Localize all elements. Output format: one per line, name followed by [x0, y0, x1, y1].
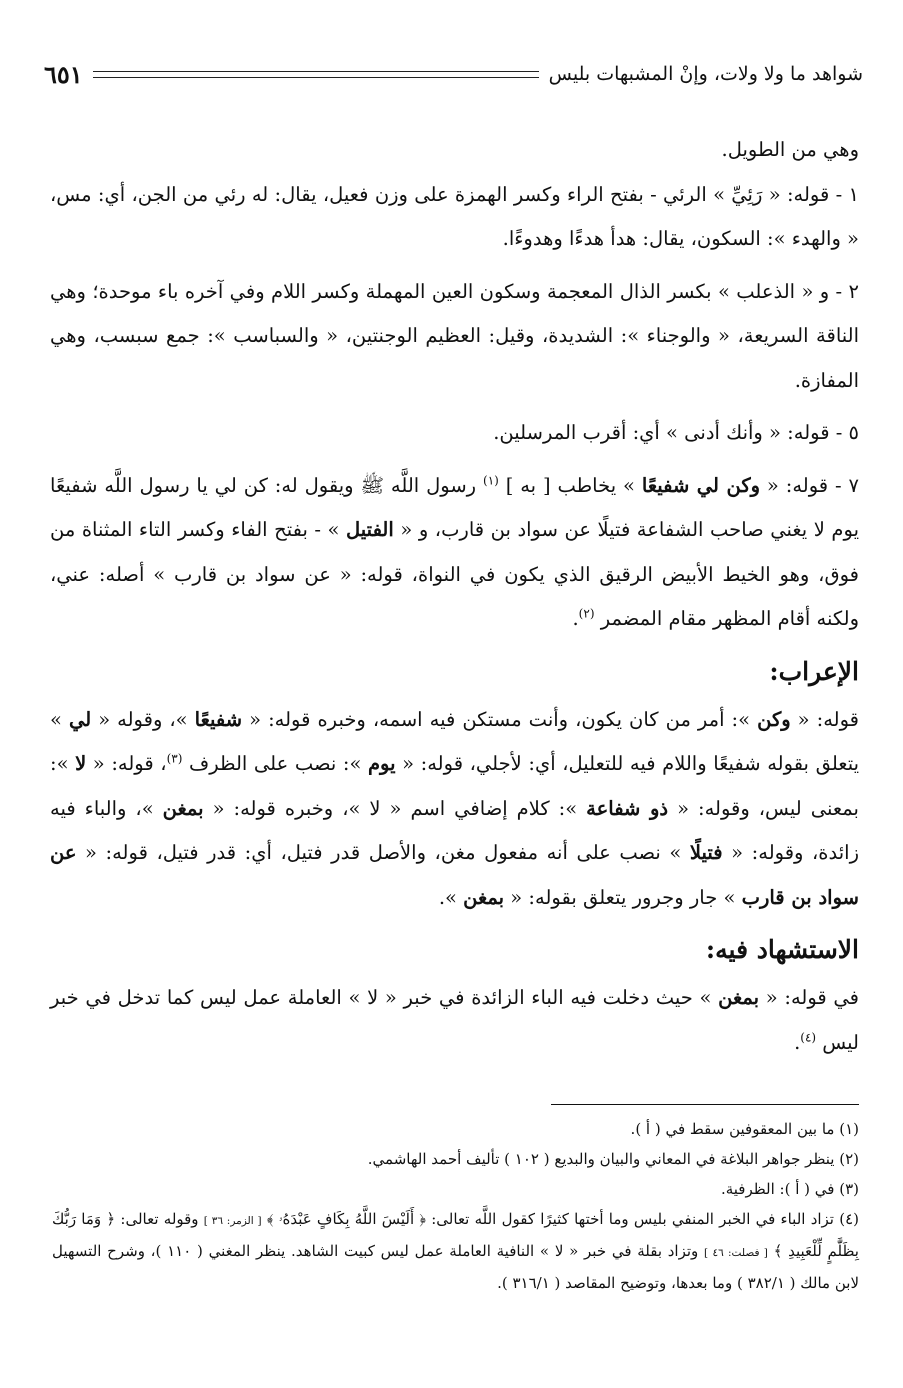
bold-term: فتيلًا [689, 841, 723, 864]
note-1: ١ - قوله: « رَئِيِّ » الرئي - بفتح الراء وكسر الهمزة على وزن فعيل، يقال: له رئي من الجن، أي: مس، « والهدء »: السكون، يقال: هدأ هدءًا وهدوءًا. [50, 182, 859, 250]
text: » يخاطب [ به ] [498, 473, 642, 497]
text: » نصب على أنه مفعول مغن، والأصل قدر فتيل، أي: قدر فتيل، قوله: « [76, 841, 690, 864]
page-number: ٦٥١ [44, 59, 83, 89]
text: ٧ - قوله: « [760, 473, 859, 497]
footnote-ref: (٣) [166, 751, 183, 766]
footnote-ref: (١) [483, 473, 499, 487]
bold-term: بمغن [162, 796, 204, 820]
bold-term: لي [68, 707, 92, 731]
note-5: ٥ - قوله: « وأنك أدنى » أي: أقرب المرسلين. [493, 421, 859, 444]
text: »، وقوله « [91, 707, 195, 731]
bold-term: الفتيل [346, 518, 394, 541]
text: »، والباء فيه زائدة، وقوله: « [50, 796, 860, 864]
bold-term: بمغن [463, 885, 505, 909]
footnotes [52, 1114, 859, 1298]
verse-reference: [ الزمر: ٣٦ ] [203, 1215, 262, 1227]
footnote-3: (٣) في ( أ ): الظرفية. [720, 1180, 859, 1198]
footnote-ref: (٢) [578, 606, 595, 621]
irab-paragraph [50, 698, 859, 921]
text: . [794, 1030, 801, 1054]
text: ، قوله: « [86, 752, 167, 775]
footnote-separator [551, 1104, 859, 1105]
header-rule [93, 71, 539, 78]
meter-line: وهي من الطويل. [721, 138, 859, 161]
text: » جار وجرور يتعلق بقوله: « [504, 885, 742, 909]
text: (٤) تزاد الباء في الخبر المنفي بليس وما أختها كثيرًا كقول اللَّه تعالى: ﴿ أَلَيْسَ اللَّهُ بِكَافٍ عَبْدَهُۥ ﴾ [261, 1210, 860, 1228]
bold-term: لا [75, 752, 87, 775]
istishhad-paragraph [50, 976, 859, 1065]
text: وتزاد بقلة في خبر « لا » النافية العاملة عمل ليس كبيت الشاهد. ينظر المغني ( ١١٠ )، وشرح التسهيل لابن مالك ( ٣٨٢/١ ) وما بعدها، وتوضيح المقاصد ( ٣١٦/١ ). [52, 1242, 859, 1292]
text: »: أمر من كان يكون، وأنت مستكن فيه اسمه، وخبره قوله: « [242, 707, 758, 731]
text: ». [438, 885, 464, 909]
text: »: كلام إضافي اسم « لا »، وخبره قوله: « [203, 796, 587, 820]
irab-heading: الإعراب: [769, 656, 859, 686]
bold-term: يوم [367, 752, 396, 775]
text: » - بفتح الفاء وكسر التاء المثناة من فوق، وهو الخيط الأبيض الرقيق الذي يكون في النواة، قوله: « عن سواد بن قارب » أصله: عني، ولكنه أقام المظهر مقام المضمر [50, 518, 859, 630]
running-title: شواهد ما ولا ولات، وإنْ المشبهات بليس [548, 63, 863, 85]
text: رسول اللَّه ﷺ ويقول له: كن لي يا رسول اللَّه شفيعًا يوم لا يغني صاحب الشفاعة فتيلًا عن سواد بن قارب، و « [50, 473, 859, 541]
bold-term: وكن لي شفيعًا [641, 473, 761, 497]
istishhad-heading: الاستشهاد فيه: [705, 935, 859, 964]
footnote-4 [52, 1204, 859, 1298]
text: » يتعلق بقوله شفيعًا واللام فيه للتعليل، أي: لأجلي، قوله: « [50, 707, 860, 775]
footnote-1: (١) ما بين المعقوفين سقط في ( أ ). [630, 1120, 859, 1138]
text: في قوله: « [759, 986, 859, 1009]
note-7 [50, 464, 859, 642]
bold-term: شفيعًا [194, 707, 243, 731]
text: » حيث دخلت فيه الباء الزائدة في خبر « لا » العاملة عمل ليس كما تدخل في خبر ليس [50, 986, 859, 1054]
bold-term: بمغن [718, 986, 760, 1009]
text: وقوله تعالى: ﴿ وَمَا رَبُّكَ بِظَلَّٰمٍ لِّلْعَبِيدِ ﴾ [52, 1210, 859, 1260]
note-2: ٢ - و « الذعلب » بكسر الذال المعجمة وسكون العين المهملة وكسر اللام وفي آخره باء موحدة؛ وهي الناقة السريعة، « والوجناء »: الشديدة، وقيل: العظيم الوجنتين، « والسباسب »: جمع سبسب، وهي المفازة. [50, 279, 859, 392]
footnote-2: (٢) ينظر جواهر البلاغة في المعاني والبيان والبديع ( ١٠٢ ) تأليف أحمد الهاشمي. [367, 1150, 859, 1168]
text: »: نصب على الظرف [182, 752, 368, 775]
text: . [572, 607, 579, 630]
bold-term: عن سواد بن قارب [50, 841, 859, 909]
bold-term: وكن [757, 707, 791, 731]
page-header [44, 58, 863, 90]
footnote-ref: (٤) [800, 1030, 817, 1044]
text: »: بمعنى ليس، وقوله: « [50, 752, 859, 820]
bold-term: ذو شفاعة [586, 796, 669, 820]
page-body [50, 128, 859, 1073]
verse-reference: [ فصلت: ٤٦ ] [704, 1247, 768, 1259]
text: قوله: « [790, 707, 859, 731]
